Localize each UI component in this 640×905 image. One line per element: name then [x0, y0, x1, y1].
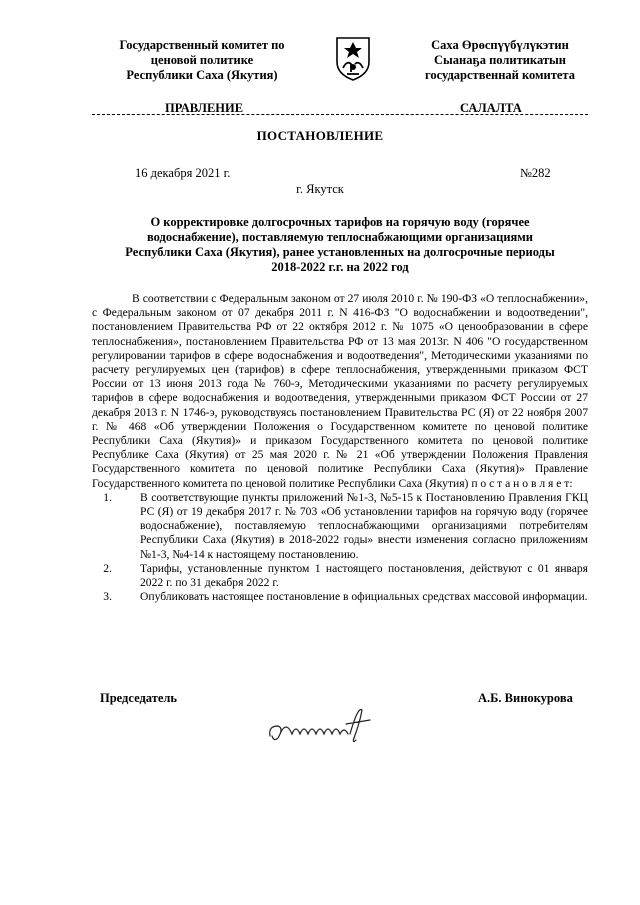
- item-number: 3.: [103, 590, 112, 604]
- subject-line: О корректировке долгосрочных тарифов на горячую воду (горячее: [150, 215, 530, 229]
- signatory-position: Председатель: [100, 691, 178, 705]
- preamble-paragraph: В соответствии с Федеральным законом от 27 июля 2010 г. № 190-ФЗ «О теплоснабжении», с Федеральным законом от 07 декабря 2011 г. N 416-ФЗ "О водоснабжении и водоотведении", постановлением Правительства РФ от 22 октября 2012 г. № 1075 «О ценообразовании в сфере теплоснабжения», постановлением Правительства РФ от 13 мая 2013г. N 406 "О государственном регулировании тарифов в сфере водоснабжения и водоотведения", Методическими указаниями по расчету регулируемых цен (тарифов) в сфере теплоснабжения, утвержденными приказом ФСТ России от 13 июня 2013 года № 760-э, Методическими указаниями по расчету регулируемых тарифов в сфере водоснабжения и водоотведения, утвержденными приказом ФСТ России от 27 декабря 2013 г. N 1746-э, руководствуясь постановлением Правительства РС (Я) от 22 ноября 2007 г. № 468 «Об утверждении Положения о Государственном комитете по ценовой политике Республики Саха (Якутия)» и приказом Государственного комитета по ценовой политике Республике Саха (Якутия) от 25 мая 2020 г. № 21 «Об утверждении Положения Правления Государственного комитета по ценовой политике Республики Саха (Якутия)» Правление Государственного комитета по ценовой политике Республики Саха (Якутия) п о с т а н о в л я е т:: [92, 292, 588, 490]
- issuer-line: государственнай комитета: [425, 68, 575, 82]
- board-label-ru: ПРАВЛЕНИЕ: [165, 101, 244, 115]
- issuer-line: Республики Саха (Якутия): [126, 68, 278, 82]
- issuer-line: Сыанаҕа политикатын: [434, 53, 566, 67]
- resolution-item: [92, 590, 588, 604]
- subject-line: водоснабжение), поставляемую теплоснабжающими организациями: [146, 230, 534, 244]
- header-divider: [92, 114, 588, 115]
- resolution-item: [92, 491, 588, 562]
- document-body: [92, 292, 588, 604]
- subject-line: Республики Саха (Якутия), ранее установленных на долгосрочные периоды: [125, 245, 555, 259]
- board-label-sah: САЛАЛТА: [460, 101, 522, 115]
- document-subject: [92, 215, 588, 275]
- subject-line: 2018-2022 г.г. на 2022 год: [271, 260, 409, 274]
- item-text: Опубликовать настоящее постановление в официальных средствах массовой информации.: [140, 590, 588, 604]
- document-number: №282: [520, 166, 551, 180]
- handwritten-signature-icon: [262, 700, 382, 750]
- item-text: Тарифы, установленные пунктом 1 настоящего постановления, действуют с 01 января 2022 г. по 31 декабря 2022 г.: [140, 561, 588, 590]
- issuer-line: Государственный комитет по: [119, 38, 285, 52]
- issuer-line: Саха Өрөспүүбүлүкэтин: [431, 38, 569, 52]
- resolution-item: [92, 562, 588, 590]
- issuer-name-ru: [92, 38, 312, 83]
- document-title: ПОСТАНОВЛЕНИЕ: [256, 128, 384, 143]
- document-city: г. Якутск: [296, 182, 344, 196]
- issuer-line: ценовой политике: [150, 53, 254, 67]
- document-date: 16 декабря 2021 г.: [135, 166, 231, 180]
- item-number: 2.: [103, 561, 112, 575]
- coat-of-arms-emblem-icon: [333, 34, 373, 82]
- issuer-name-sah: [385, 38, 615, 83]
- signatory-name: А.Б. Винокурова: [478, 691, 573, 705]
- item-text: В соответствующие пункты приложений №1-3, №5-15 к Постановлению Правления ГКЦ РС (Я) от 19 декабря 2017 г. № 703 «Об установлении тарифов на горячую воду (горячее водоснабжение), поставляемую теплоснабжающими организациями потребителям Республики Саха (Якутия) в 2018-2022 годы» внести изменения согласно приложениям №1-3, №4-14 к настоящему постановлению.: [140, 490, 588, 561]
- item-number: 1.: [103, 490, 112, 504]
